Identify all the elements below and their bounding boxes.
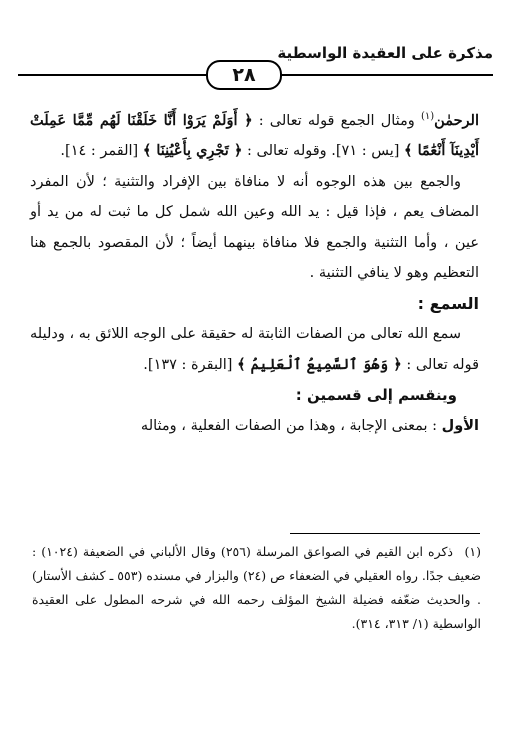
word-rahman: الرحمٰن xyxy=(434,111,479,129)
verse-reference-baqarah: [البقرة : ١٣٧]. xyxy=(143,356,238,373)
verse-reference-yasin: [يس : ٧١]. xyxy=(326,143,405,160)
body-text xyxy=(30,102,479,441)
footnote-1 xyxy=(32,540,481,636)
para3-text: سمع الله تعالى من الصفات الثابتة له حقيقة على الوجه اللائق به ، ودليله قوله تعالى : xyxy=(30,326,479,373)
footnote-text: ذكره ابن القيم في الصواعق المرسلة (٢٥٦) وقال الألباني في الضعيفة (١٠٢٤) : ضعيف جدًا. رواه العقيلي في الضعفاء ص (٢٤) والبزار في مسنده (٥٥٣ ـ كشف الأستار) . والحديث ضعّفه فضيلة الشيخ المؤلف رحمه الله في شرحه المطول على العقيدة الواسطية (١/ ٣١٣، ٣١٤). xyxy=(32,544,481,631)
verse-reference-qamar: [القمر : ١٤]. xyxy=(60,143,143,160)
page-number: ٢٨ xyxy=(206,60,282,90)
para4-text: : بمعنى الإجابة ، وهذا من الصفات الفعلية ، ومثاله xyxy=(140,417,442,434)
para1-text-2: وقوله تعالى : xyxy=(242,143,327,160)
first-type-label: الأول xyxy=(441,417,479,434)
paragraph-2: والجمع بين هذه الوجوه أنه لا منافاة بين الإفراد والتثنية ؛ لأن المفرد المضاف يعم ، فإذا قيل : يد الله وعين الله شمل كل ما ثبت له من يد أو عين ، وأما التثنية والجمع فلا منافاة بينهما أيضاً ؛ لأن المقصود بالجمع هنا التعظيم وهو لا ينافي التثنية . xyxy=(30,173,479,282)
subheading-division: وينقسم إلى قسمين : xyxy=(295,386,457,405)
footnotes xyxy=(32,540,481,636)
footnote-reference[interactable]: (١) xyxy=(420,111,435,122)
quran-verse-baqarah: ﴿ وَهُوَ ٱلسَّمِيعُ ٱلْعَلِيمُ ﴾ xyxy=(237,355,402,373)
footnote-number: (١) xyxy=(464,544,481,559)
paragraph-3 xyxy=(30,319,479,380)
paragraph-4 xyxy=(30,411,479,442)
quran-verse-qamar: ﴿ تَجْرِي بِأَعْيُنِنَا ﴾ xyxy=(142,142,243,160)
paragraph-1 xyxy=(30,102,479,167)
para1-text-1: ومثال الجمع قوله تعالى : xyxy=(252,112,421,129)
footnote-separator xyxy=(290,533,480,534)
quran-verse-yasin: ﴿ أَوَلَمْ يَرَوْا أَنَّا خَلَقْنَا لَهُم مِّمَّا عَمِلَتْ أَيْدِينَآ أَنْعَٰمًا ﴾ xyxy=(30,111,479,160)
running-title: مذكرة على العقيدة الواسطية xyxy=(277,44,493,62)
section-heading-hearing: السمع : xyxy=(417,293,479,313)
